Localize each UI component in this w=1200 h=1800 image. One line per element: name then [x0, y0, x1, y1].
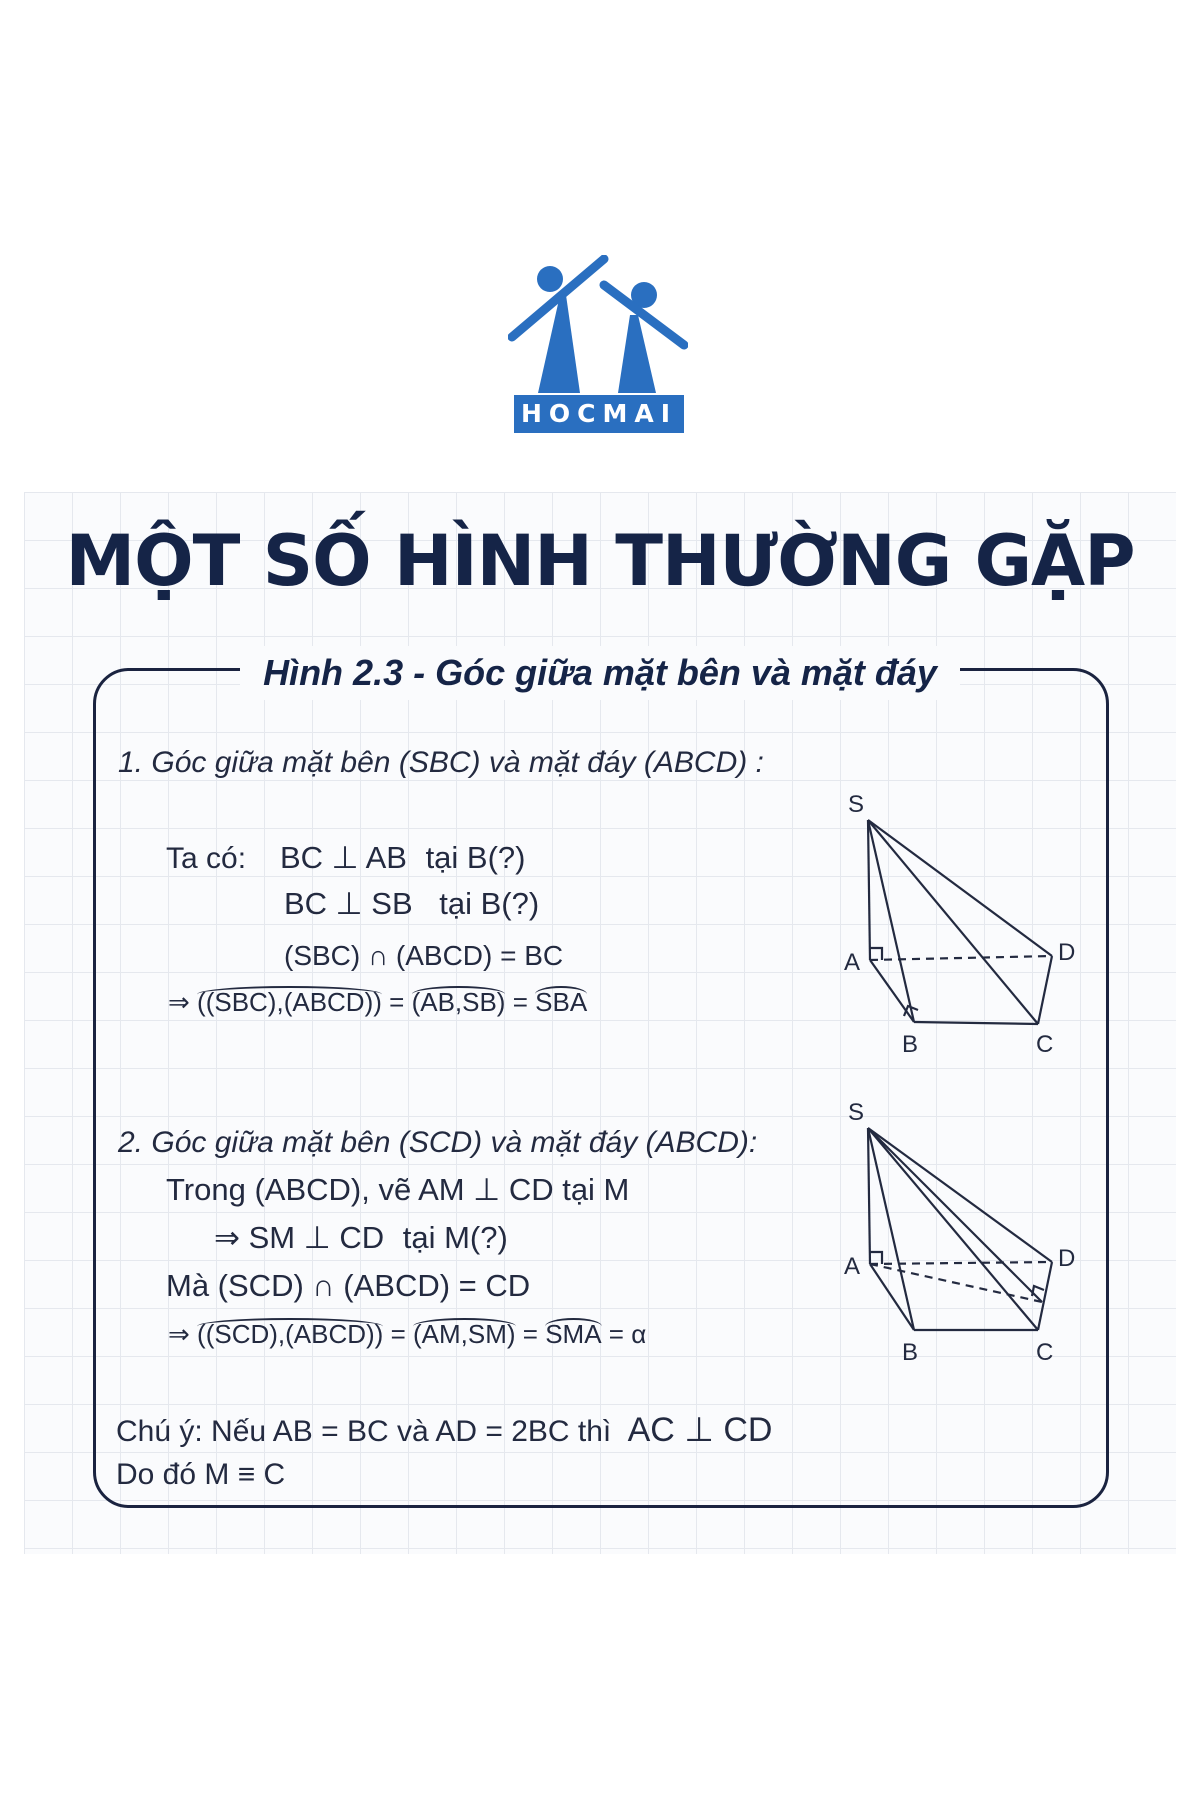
fig2-label-c: C [1036, 1339, 1054, 1366]
note-line1-expr: AC ⊥ CD [627, 1411, 773, 1449]
fig1-label-b: B [902, 1031, 919, 1058]
part1-line3: (SBC) ∩ (ABCD) = BC [284, 940, 564, 971]
part2-conclusion-tail: = α [608, 1319, 647, 1349]
part1-line1-expr: BC ⊥ AB [280, 840, 407, 875]
fig1-label-c: C [1036, 1031, 1054, 1058]
page-title: MỘT SỐ HÌNH THƯỜNG GẶP [65, 520, 1135, 602]
pyramid-figure-1 [830, 780, 1090, 1060]
note-line1-text: Chú ý: Nếu AB = BC và AD = 2BC thì [116, 1415, 612, 1448]
part2-line2-expr: SM ⊥ CD [248, 1220, 385, 1255]
part2-line1: Trong (ABCD), vẽ AM ⊥ CD tại M [166, 1172, 630, 1207]
part1-line2 [284, 886, 539, 922]
fig1-label-d: D [1058, 939, 1076, 966]
part2-heading: 2. Góc giữa mặt bên (SCD) và mặt đáy (ABCD): [118, 1126, 758, 1159]
part1-conclusion-arrow: ⇒ [168, 987, 190, 1017]
part1-heading: 1. Góc giữa mặt bên (SBC) và mặt đáy (ABCD) : [118, 746, 764, 779]
part1-line2-expr: BC ⊥ SB [284, 886, 413, 921]
part1-angle2: (AB,SB) [411, 987, 506, 1017]
part1-conclusion: ⇒ ((SBC),(ABCD)) = (AB,SB) = SBA [168, 987, 588, 1017]
fig2-label-a: A [844, 1253, 861, 1280]
part1-line1 [280, 840, 525, 876]
fig2-label-d: D [1058, 1245, 1076, 1272]
part1-angle1: ((SBC),(ABCD)) [197, 987, 382, 1017]
part1-line2-note: tại B(?) [439, 886, 540, 921]
figure-subtitle: Hình 2.3 - Góc giữa mặt bên và mặt đáy [263, 652, 937, 693]
part2-angle1: ((SCD),(ABCD)) [197, 1319, 384, 1349]
part2-line2 [214, 1220, 508, 1256]
fig1-label-s: S [848, 791, 865, 818]
logo-text: HOCMAI [514, 395, 684, 433]
part1-intro: Ta có: [166, 842, 247, 875]
fig2-label-s: S [848, 1099, 865, 1126]
pyramid-figure-2 [830, 1090, 1090, 1370]
part2-angle2: (AM,SM) [413, 1319, 516, 1349]
note-line1 [116, 1410, 772, 1450]
part2-line2-note: tại M(?) [402, 1220, 508, 1255]
fig2-label-b: B [902, 1339, 919, 1366]
part1-angle3: SBA [535, 987, 588, 1017]
part2-conclusion-arrow: ⇒ [168, 1319, 190, 1349]
fig1-label-a: A [844, 949, 861, 976]
part1-line1-note: tại B(?) [425, 840, 526, 875]
part2-line2-arrow: ⇒ [214, 1220, 240, 1255]
part2-angle3: SMA [545, 1319, 602, 1349]
part2-line3: Mà (SCD) ∩ (ABCD) = CD [166, 1268, 531, 1303]
subtitle-container [240, 646, 960, 700]
note-line2: Do đó M ≡ C [116, 1458, 286, 1491]
part2-conclusion: ⇒ ((SCD),(ABCD)) = (AM,SM) = SMA = α [168, 1319, 647, 1349]
